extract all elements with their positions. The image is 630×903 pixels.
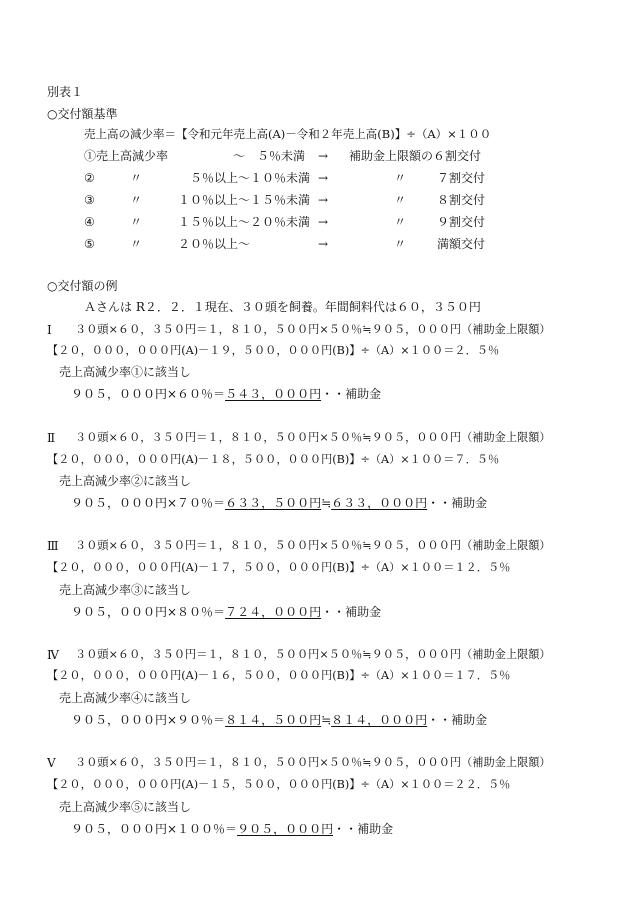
case-calc [71, 604, 381, 620]
row-range: １０％以上～１５％未満 [178, 193, 311, 207]
row-range: ～ ５％未満 [233, 149, 306, 163]
row-ditto: 〃 [130, 215, 143, 229]
row-arrow: → [318, 215, 329, 229]
row-range: ２０％以上～ [178, 237, 251, 251]
case-line2: 【２０，０００，０００円(A)－１８，５００，０００円(B)】÷（A）×１００＝７．５％ [47, 453, 500, 466]
case-numeral: Ⅳ [47, 648, 59, 662]
case-line2: 【２０，０００，０００円(A)－１６，５００，０００円(B)】÷（A）×１００＝１７．５％ [47, 669, 511, 682]
calc-suffix: ・・補助金 [333, 822, 394, 836]
standard-formula: 売上高の減少率＝【令和元年売上高(A)－令和２年売上高(B)】÷（A）×１００ [84, 127, 492, 141]
row-label: ⑤ [84, 237, 95, 251]
calc-suffix: ・・補助金 [321, 605, 382, 619]
examples-heading: ○交付額の例 [47, 279, 118, 293]
row-ditto: 〃 [130, 193, 143, 207]
case-line3: 売上高減少率①に該当し [59, 365, 192, 379]
case-line2: 【２０，０００，０００円(A)－１５，５００，０００円(B)】÷（A）×１００＝２２．５％ [47, 778, 511, 791]
row-result: ９割交付 [437, 215, 486, 229]
case-calc [71, 386, 381, 402]
case-line1: ３０頭×６０，３５０円＝１，８１０，５００円×５０％≒９０５，０００円（補助金上限額） [75, 431, 551, 444]
case-line3: 売上高減少率③に該当し [59, 583, 192, 597]
row-ditto: 〃 [394, 215, 407, 229]
calc-suffix: ・・補助金 [427, 713, 488, 727]
calc-prefix: ９０５，０００円×８０％＝ [71, 605, 226, 619]
case-calc [71, 712, 487, 728]
case-line2: 【２０，０００，０００円(A)－１７，５００，０００円(B)】÷（A）×１００＝１２．５％ [47, 561, 511, 574]
case-calc [71, 495, 487, 511]
calc-approx: ≒ [321, 496, 332, 510]
calc-prefix: ９０５，０００円×６０％＝ [71, 387, 226, 401]
row-arrow: → [318, 193, 329, 207]
calc-amount: ９０５，０００円 [237, 822, 334, 836]
calc-prefix: ９０５，０００円×１００％＝ [71, 822, 238, 836]
case-line3: 売上高減少率④に該当し [59, 691, 192, 705]
case-numeral: Ⅴ [47, 756, 56, 770]
row-range: ５％以上～１０％未満 [190, 171, 311, 185]
case-line3: 売上高減少率②に該当し [59, 474, 192, 488]
calc-amount: ７２４，０００円 [225, 605, 322, 619]
case-calc [71, 821, 393, 837]
row-range: １５％以上～２０％未満 [178, 215, 311, 229]
calc-rounded: ８１４，０００円 [331, 713, 428, 727]
standard-heading: ○交付額基準 [47, 107, 118, 121]
document-title: 別表１ [47, 85, 84, 99]
case-line1: ３０頭×６０，３５０円＝１，８１０，５００円×５０％≒９０５，０００円（補助金上限額） [75, 756, 551, 769]
case-line2: 【２０，０００，０００円(A)－１９，５００，０００円(B)】÷（A）×１００＝２．５％ [47, 344, 500, 357]
case-numeral: Ⅱ [47, 431, 56, 445]
calc-prefix: ９０５，０００円×７０％＝ [71, 496, 226, 510]
calc-amount: ８１４，５００円 [225, 713, 322, 727]
row-ditto: 〃 [394, 171, 407, 185]
calc-amount: ６３３，５００円 [225, 496, 322, 510]
row-arrow: → [318, 237, 329, 251]
case-line3: 売上高減少率⑤に該当し [59, 800, 192, 814]
calc-suffix: ・・補助金 [321, 387, 382, 401]
row-ditto: 〃 [130, 171, 143, 185]
row-result: 補助金上限額の６割交付 [349, 149, 482, 163]
row-label: ①売上高減少率 [84, 149, 169, 163]
row-label: ④ [84, 215, 95, 229]
row-result: ７割交付 [437, 171, 486, 185]
row-ditto: 〃 [394, 193, 407, 207]
calc-rounded: ６３３，０００円 [331, 496, 428, 510]
calc-amount: ５４３，０００円 [225, 387, 322, 401]
case-line1: ３０頭×６０，３５０円＝１，８１０，５００円×５０％≒９０５，０００円（補助金上限額） [75, 323, 551, 336]
row-arrow: → [318, 171, 329, 185]
row-result: 満額交付 [437, 237, 486, 251]
calc-approx: ≒ [321, 713, 332, 727]
case-line1: ３０頭×６０，３５０円＝１，８１０，５００円×５０％≒９０５，０００円（補助金上限額） [75, 648, 551, 661]
case-numeral: Ⅲ [47, 539, 59, 553]
row-ditto: 〃 [394, 237, 407, 251]
row-result: ８割交付 [437, 193, 486, 207]
case-line1: ３０頭×６０，３５０円＝１，８１０，５００円×５０％≒９０５，０００円（補助金上限額） [75, 539, 551, 552]
calc-suffix: ・・補助金 [427, 496, 488, 510]
row-label: ② [84, 171, 95, 185]
examples-intro: Ａさんは R２．２．１現在、３０頭を飼養。年間飼料代は６０，３５０円 [84, 300, 481, 314]
row-label: ③ [84, 193, 95, 207]
case-numeral: Ⅰ [47, 323, 52, 337]
calc-prefix: ９０５，０００円×９０％＝ [71, 713, 226, 727]
row-ditto: 〃 [130, 237, 143, 251]
row-arrow: → [318, 149, 329, 163]
